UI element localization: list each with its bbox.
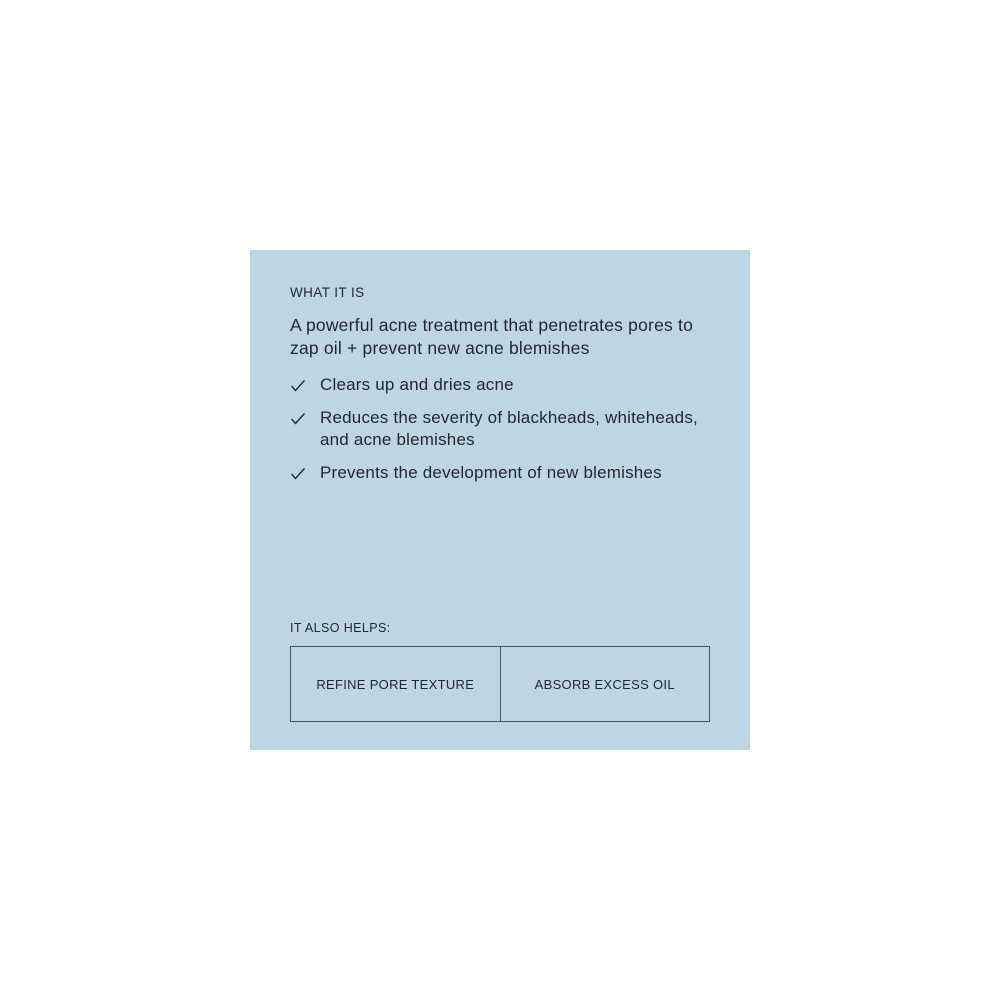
benefit-text: Reduces the severity of blackheads, whiteheads, and acne blemishes [320, 408, 698, 449]
also-helps-label: IT ALSO HELPS: [290, 621, 391, 635]
benefit-list [290, 374, 710, 484]
product-info-card [250, 250, 750, 750]
checkmark-icon [290, 467, 306, 481]
benefit-text: Prevents the development of new blemishes [320, 463, 662, 482]
benefit-item [290, 407, 710, 451]
also-helps-section [290, 620, 710, 722]
benefit-item [290, 374, 710, 396]
also-helps-grid [290, 646, 710, 722]
section-label: WHAT IT IS [290, 285, 365, 300]
benefit-item [290, 462, 710, 484]
product-headline: A powerful acne treatment that penetrates pores to zap oil + prevent new acne blemishes [290, 315, 694, 358]
checkmark-icon [290, 379, 306, 393]
checkmark-icon [290, 412, 306, 426]
also-helps-item: ABSORB EXCESS OIL [500, 647, 710, 721]
also-helps-item: REFINE PORE TEXTURE [316, 676, 475, 692]
benefit-text: Clears up and dries acne [320, 375, 514, 394]
